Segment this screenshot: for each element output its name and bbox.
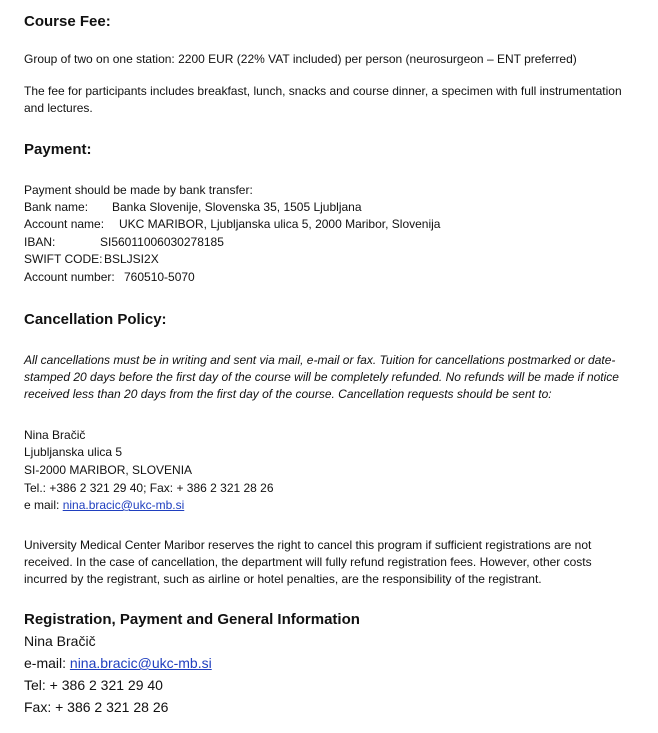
course-fee-heading: Course Fee:: [24, 13, 111, 30]
cancellation-reserve-text: University Medical Center Maribor reserves the right to cancel this program if sufficient registrations are not received. In the case of cancellation, the department will fully refund registration fees. However, other costs incurred by the registrant, such as airline or hotel penalties, are the responsibility of the registrant.: [24, 538, 592, 586]
payment-label: SWIFT CODE:: [24, 252, 103, 266]
registration-email-line: [24, 653, 212, 673]
registration-email-link[interactable]: nina.bracic@ukc-mb.si: [69, 655, 212, 671]
payment-value: UKC MARIBOR, Ljubljanska ulica 5, 2000 Maribor, Slovenija: [119, 217, 441, 231]
payment-intro: Payment should be made by bank transfer:: [24, 183, 253, 197]
contact-name: Nina Bračič: [24, 428, 86, 442]
payment-value: SI56011006030278185: [100, 235, 224, 249]
payment-row-iban: [24, 234, 224, 251]
contact-city: SI-2000 MARIBOR, SLOVENIA: [24, 463, 193, 477]
payment-label: IBAN:: [24, 235, 56, 249]
contact-email-line: [24, 497, 184, 514]
registration-fax: Fax: + 386 2 321 28 26: [24, 699, 169, 715]
payment-row-bank-name: [24, 199, 362, 216]
registration-email-label: e-mail:: [24, 655, 70, 671]
contact-email-label: e mail:: [24, 498, 63, 512]
payment-label: Account name:: [24, 217, 105, 231]
payment-value: BSLJSI2X: [104, 252, 159, 266]
payment-value: Banka Slovenije, Slovenska 35, 1505 Ljubljana: [112, 200, 362, 214]
registration-name: Nina Bračič: [24, 633, 96, 649]
contact-street: Ljubljanska ulica 5: [24, 445, 123, 459]
course-fee-group-line: Group of two on one station: 2200 EUR (22% VAT included) per person (neurosurgeon – ENT preferred): [24, 52, 577, 66]
payment-row-swift: [24, 251, 159, 268]
course-fee-includes-text: The fee for participants includes breakfast, lunch, snacks and course dinner, a specimen with full instrumentation and lectures.: [24, 84, 622, 115]
payment-label: Account number:: [24, 270, 115, 284]
payment-value: 760510-5070: [124, 270, 195, 284]
contact-email-link[interactable]: nina.bracic@ukc-mb.si: [62, 498, 185, 512]
registration-tel: Tel: + 386 2 321 29 40: [24, 677, 163, 693]
payment-label: Bank name:: [24, 200, 89, 214]
payment-row-account-name: [24, 216, 440, 233]
contact-tel-fax: Tel.: +386 2 321 29 40; Fax: + 386 2 321 28 26: [24, 481, 274, 495]
cancellation-heading: Cancellation Policy:: [24, 311, 167, 328]
payment-row-account-number: [24, 269, 195, 286]
payment-heading: Payment:: [24, 141, 92, 158]
cancellation-policy-text: All cancellations must be in writing and sent via mail, e-mail or fax. Tuition for cancellations postmarked or date-stamped 20 days before the first day of the course will be completely refunded. No refunds will be made if notice received less than 20 days from the first day of the course. Cancellation requests should be sent to:: [24, 353, 619, 401]
registration-heading: Registration, Payment and General Information: [24, 611, 360, 628]
